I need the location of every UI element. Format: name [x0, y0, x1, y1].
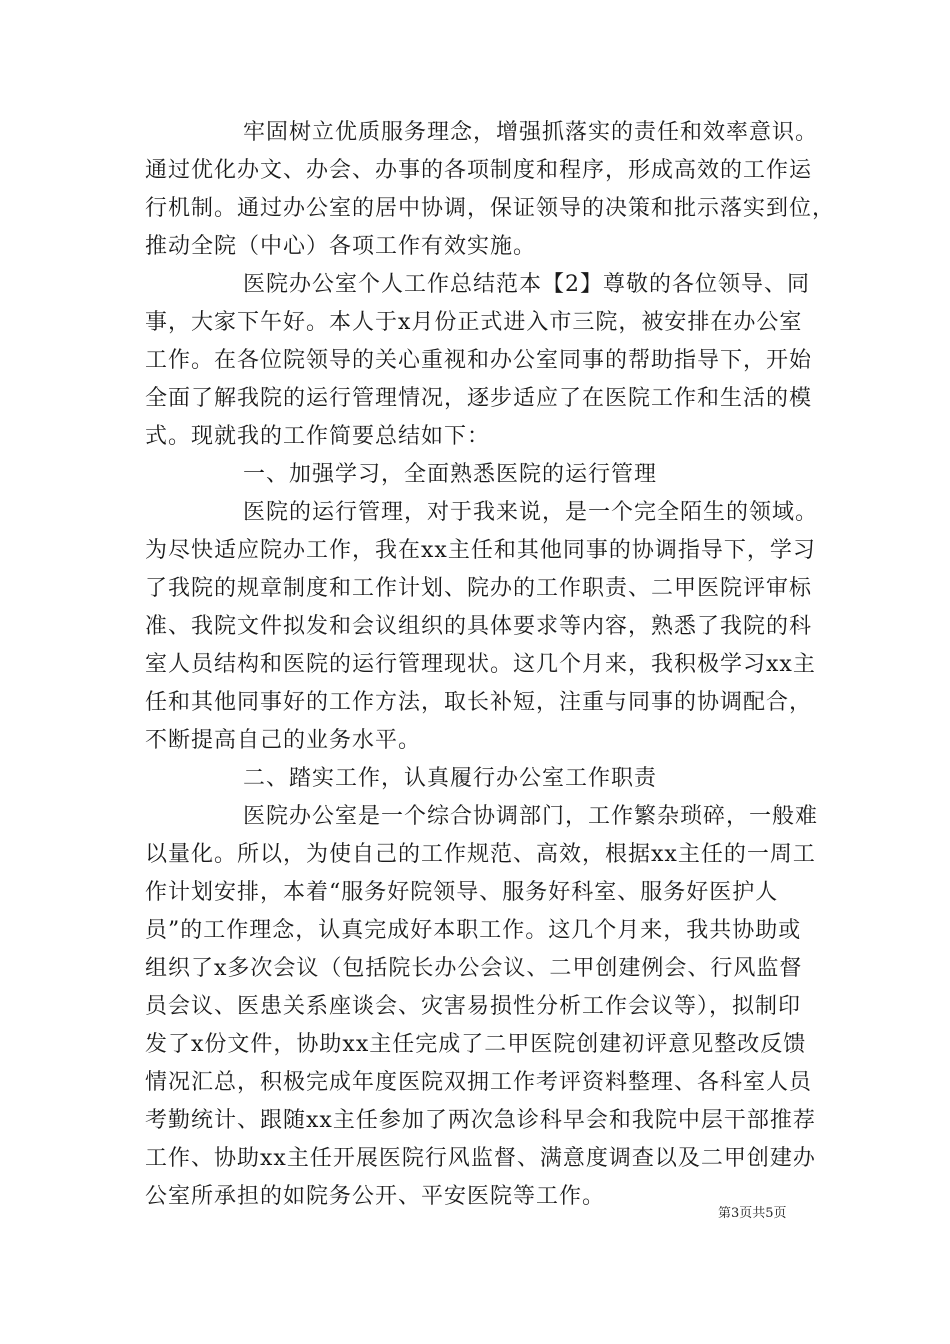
text-line: 公室所承担的如院务公开、平安医院等工作。 [145, 1184, 606, 1209]
text-line: 情况汇总，积极完成年度医院双拥工作考评资料整理、各科室人员 [145, 1070, 813, 1095]
text-line: 工作、协助xx主任开展医院行风监督、满意度调查以及二甲创建办 [145, 1146, 816, 1171]
text-line: 组织了x多次会议（包括院长办公会议、二甲创建例会、行风监督 [145, 956, 803, 981]
text-line: 准、我院文件拟发和会议组织的具体要求等内容，熟悉了我院的科 [145, 614, 813, 639]
text-line: 考勤统计、跟随xx主任参加了两次急诊科早会和我院中层干部推荐 [145, 1108, 816, 1133]
text-line: 事，大家下午好。本人于x月份正式进入市三院，被安排在办公室 [145, 310, 803, 335]
text-line: 了我院的规章制度和工作计划、院办的工作职责、二甲医院评审标 [145, 576, 813, 601]
text-line: 作计划安排，本着“服务好院领导、服务好科室、服务好医护人 [145, 880, 779, 905]
text-line: 通过优化办文、办会、办事的各项制度和程序，形成高效的工作运 [145, 158, 813, 183]
text-line: 员”的工作理念，认真完成好本职工作。这几个月来，我共协助或 [145, 918, 802, 943]
text-line: 推动全院（中心）各项工作有效实施。 [145, 234, 537, 259]
text-line: 医院办公室是一个综合协调部门，工作繁杂琐碎，一般难 [243, 804, 819, 829]
text-line: 行机制。通过办公室的居中协调，保证领导的决策和批示落实到位， [145, 196, 836, 221]
text-line: 不断提高自己的业务水平。 [145, 728, 422, 753]
text-line: 工作。在各位院领导的关心重视和办公室同事的帮助指导下，开始 [145, 348, 813, 373]
section-heading: 二、踏实工作，认真履行办公室工作职责 [243, 766, 658, 791]
text-line: 牢固树立优质服务理念，增强抓落实的责任和效率意识。 [243, 120, 819, 145]
text-line: 任和其他同事好的工作方法，取长补短，注重与同事的协调配合， [145, 690, 813, 715]
text-line: 发了x份文件，协助xx主任完成了二甲医院创建初评意见整改反馈 [145, 1032, 807, 1057]
text-line: 式。现就我的工作简要总结如下： [145, 424, 491, 449]
text-line: 室人员结构和医院的运行管理现状。这几个月来，我积极学习xx主 [145, 652, 816, 677]
page-number: 第3页共5页 [718, 1206, 787, 1221]
text-line: 医院的运行管理，对于我来说，是一个完全陌生的领域。 [243, 500, 819, 525]
text-line: 员会议、医患关系座谈会、灾害易损性分析工作会议等），拟制印 [145, 994, 802, 1019]
text-line: 医院办公室个人工作总结范本【2】尊敬的各位领导、同 [243, 272, 810, 297]
text-line: 全面了解我院的运行管理情况，逐步适应了在医院工作和生活的模 [145, 386, 813, 411]
text-line: 以量化。所以，为使自己的工作规范、高效，根据xx主任的一周工 [145, 842, 816, 867]
section-heading: 一、加强学习，全面熟悉医院的运行管理 [243, 462, 658, 487]
text-line: 为尽快适应院办工作，我在xx主任和其他同事的协调指导下，学习 [145, 538, 816, 563]
